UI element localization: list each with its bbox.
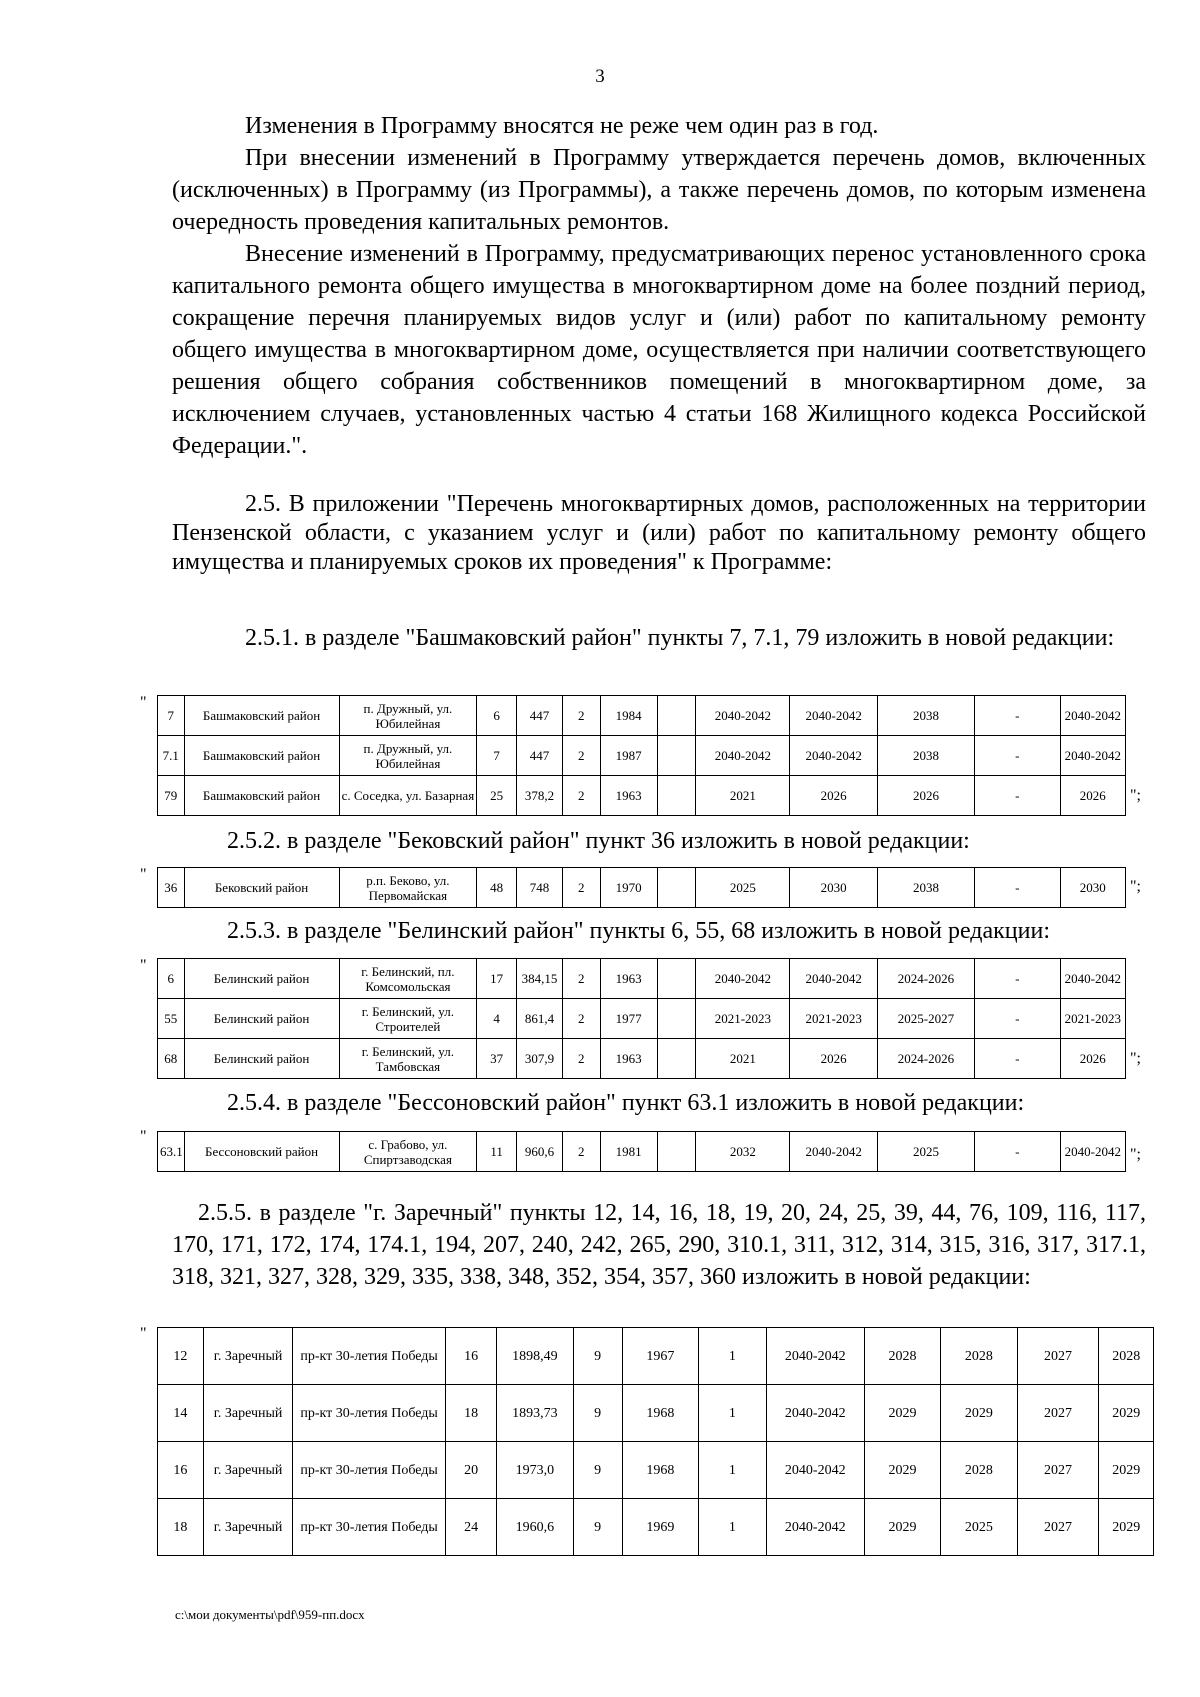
table-cell: 960,6 bbox=[517, 1132, 563, 1172]
table-cell: 2 bbox=[562, 736, 600, 776]
table-cell: 2026 bbox=[1060, 1039, 1125, 1079]
table-cell: 2026 bbox=[1060, 776, 1125, 816]
table-cell: 17 bbox=[477, 959, 517, 999]
table-cell: г. Заречный bbox=[203, 1328, 292, 1385]
table-cell: 1963 bbox=[600, 776, 657, 816]
table-cell: 2027 bbox=[1017, 1328, 1099, 1385]
table-cell: 9 bbox=[573, 1442, 622, 1499]
table-cell: - bbox=[974, 959, 1060, 999]
table-cell: Башмаковский район bbox=[184, 696, 339, 736]
table-cell: 447 bbox=[517, 736, 563, 776]
table-cell: 2040-2042 bbox=[766, 1385, 864, 1442]
table-cell: пр-кт 30-летия Победы bbox=[293, 1442, 446, 1499]
table-cell: 2028 bbox=[941, 1328, 1017, 1385]
table-cell: 2025-2027 bbox=[878, 999, 975, 1039]
table-cell: 9 bbox=[573, 1328, 622, 1385]
opening-quote: " bbox=[140, 1325, 147, 1342]
table-cell: г. Заречный bbox=[203, 1499, 292, 1556]
table-cell: 2021-2023 bbox=[790, 999, 878, 1039]
table-cell bbox=[657, 776, 696, 816]
table-cell: 14 bbox=[158, 1385, 204, 1442]
table-cell: 2032 bbox=[696, 1132, 790, 1172]
table-cell: 1977 bbox=[600, 999, 657, 1039]
table-cell: 20 bbox=[445, 1442, 496, 1499]
table-cell: 2 bbox=[562, 696, 600, 736]
table-cell: 1 bbox=[699, 1385, 767, 1442]
table-cell: 4 bbox=[477, 999, 517, 1039]
table-cell: 37 bbox=[477, 1039, 517, 1079]
table-cell: 2040-2042 bbox=[766, 1328, 864, 1385]
table-cell: 63.1 bbox=[158, 1132, 185, 1172]
opening-quote: " bbox=[140, 866, 147, 883]
table-cell: 1960,6 bbox=[497, 1499, 573, 1556]
table-cell: Башмаковский район bbox=[184, 776, 339, 816]
table-cell: 2025 bbox=[941, 1499, 1017, 1556]
paragraph-changes-frequency: Изменения в Программу вносятся не реже чем один раз в год. bbox=[245, 113, 879, 139]
table-cell: 2025 bbox=[878, 1132, 975, 1172]
closing-quote: "; bbox=[1130, 878, 1141, 895]
table-cell: 16 bbox=[158, 1442, 204, 1499]
table-cell: 2026 bbox=[790, 1039, 878, 1079]
table-cell: 1973,0 bbox=[497, 1442, 573, 1499]
table-cell: Белинский район bbox=[184, 999, 339, 1039]
closing-quote: "; bbox=[1130, 1050, 1141, 1067]
table-cell: 7 bbox=[158, 696, 185, 736]
table-cell: 2021 bbox=[696, 1039, 790, 1079]
table-cell: 2040-2042 bbox=[1060, 1132, 1125, 1172]
table-cell: 48 bbox=[477, 868, 517, 908]
table-cell: - bbox=[974, 696, 1060, 736]
table-cell bbox=[657, 1039, 696, 1079]
table-cell: 2027 bbox=[1017, 1442, 1099, 1499]
table-cell: 36 bbox=[158, 868, 185, 908]
table-cell: 2029 bbox=[864, 1385, 940, 1442]
table-cell: 2021-2023 bbox=[1060, 999, 1125, 1039]
table-cell: 1967 bbox=[622, 1328, 698, 1385]
table-cell bbox=[657, 868, 696, 908]
table-row bbox=[158, 696, 1126, 736]
table-cell: 2029 bbox=[1099, 1499, 1154, 1556]
table-cell: 7 bbox=[477, 736, 517, 776]
table-cell: 748 bbox=[517, 868, 563, 908]
table-cell: 2 bbox=[562, 999, 600, 1039]
table-cell: 2 bbox=[562, 868, 600, 908]
table-cell: 384,15 bbox=[517, 959, 563, 999]
table-cell: 55 bbox=[158, 999, 185, 1039]
table-cell: - bbox=[974, 999, 1060, 1039]
paragraph-2-5-4: 2.5.4. в разделе "Бессоновский район" пункт 63.1 изложить в новой редакции: bbox=[227, 1090, 1025, 1116]
table-cell: - bbox=[974, 776, 1060, 816]
table-cell: 2028 bbox=[941, 1442, 1017, 1499]
table-cell bbox=[657, 959, 696, 999]
table-row bbox=[158, 868, 1126, 908]
table-cell: 2 bbox=[562, 1039, 600, 1079]
table-cell: Бессоновский район bbox=[184, 1132, 339, 1172]
table-cell: 2038 bbox=[878, 736, 975, 776]
table-cell: 2027 bbox=[1017, 1385, 1099, 1442]
paragraph-2-5-5: 2.5.5. в разделе "г. Заречный" пункты 12, 14, 16, 18, 19, 20, 24, 25, 39, 44, 76, 109, 116, 117, 170, 171, 172, 174, 174.1, 194, 207, 240, 242, 265, 290, 310.1, 311, 312, 314, 315, 316, 317, 317.1, 318, 321, 327, 328, 329, 335, 338, 348, 352, 354, 357, 360 изложить в новой редакции: bbox=[172, 1200, 1146, 1290]
table-cell: 2 bbox=[562, 776, 600, 816]
table-cell: с. Соседка, ул. Базарная bbox=[339, 776, 477, 816]
table-cell: 2040-2042 bbox=[1060, 736, 1125, 776]
table-cell: 1968 bbox=[622, 1385, 698, 1442]
table-cell: 2028 bbox=[864, 1328, 940, 1385]
table-zarechny bbox=[157, 1327, 1154, 1556]
table-cell: Белинский район bbox=[184, 959, 339, 999]
table-cell: 2040-2042 bbox=[696, 736, 790, 776]
table-cell: 1893,73 bbox=[497, 1385, 573, 1442]
table-belinsky bbox=[157, 958, 1126, 1079]
table-cell: 2040-2042 bbox=[790, 736, 878, 776]
table-cell: 6 bbox=[477, 696, 517, 736]
table-cell: 2029 bbox=[1099, 1442, 1154, 1499]
table-cell: 307,9 bbox=[517, 1039, 563, 1079]
table-cell: 12 bbox=[158, 1328, 204, 1385]
table-cell bbox=[657, 1132, 696, 1172]
table-cell: 2040-2042 bbox=[790, 959, 878, 999]
table-cell bbox=[657, 999, 696, 1039]
table-cell: 2028 bbox=[1099, 1328, 1154, 1385]
table-cell: 1963 bbox=[600, 959, 657, 999]
table-cell bbox=[657, 736, 696, 776]
paragraph-changes-list: При внесении изменений в Программу утверждается перечень домов, включенных (исключенных) в Программу (из Программы), а также перечень домов, по которым изменена очередность проведения капитальных ремонтов. bbox=[172, 145, 1146, 235]
closing-quote: "; bbox=[1130, 1146, 1141, 1163]
table-cell: п. Дружный, ул. Юбилейная bbox=[339, 696, 477, 736]
table-cell: 9 bbox=[573, 1385, 622, 1442]
table-cell: - bbox=[974, 1132, 1060, 1172]
table-cell: 2021-2023 bbox=[696, 999, 790, 1039]
table-cell: 447 bbox=[517, 696, 563, 736]
table-cell: г. Заречный bbox=[203, 1385, 292, 1442]
table-cell: 6 bbox=[158, 959, 185, 999]
table-cell: 378,2 bbox=[517, 776, 563, 816]
opening-quote: " bbox=[140, 957, 147, 974]
table-cell: 2027 bbox=[1017, 1499, 1099, 1556]
table-cell: 25 bbox=[477, 776, 517, 816]
table-cell: 2 bbox=[562, 959, 600, 999]
page-number: 3 bbox=[595, 66, 605, 87]
closing-quote: "; bbox=[1130, 787, 1141, 804]
table-cell: 2030 bbox=[790, 868, 878, 908]
table-row bbox=[158, 1328, 1154, 1385]
table-cell: 2021 bbox=[696, 776, 790, 816]
table-cell: 2029 bbox=[941, 1385, 1017, 1442]
table-cell: 2025 bbox=[696, 868, 790, 908]
table-cell: 2040-2042 bbox=[790, 696, 878, 736]
table-cell: г. Белинский, пл. Комсомольская bbox=[339, 959, 477, 999]
table-cell: 2040-2042 bbox=[766, 1442, 864, 1499]
table-cell: 7.1 bbox=[158, 736, 185, 776]
table-cell: - bbox=[974, 868, 1060, 908]
table-bashmakovsky bbox=[157, 695, 1126, 816]
opening-quote: " bbox=[140, 1128, 147, 1145]
table-cell: 2040-2042 bbox=[696, 959, 790, 999]
table-cell: 2038 bbox=[878, 696, 975, 736]
table-cell: 1981 bbox=[600, 1132, 657, 1172]
paragraph-2-5: 2.5. В приложении "Перечень многоквартирных домов, расположенных на территории Пензенской области, с указанием услуг и (или) работ по капитальному ремонту общего имущества и планируемых сроков их проведения" к Программе: bbox=[172, 491, 1146, 575]
table-cell: 2024-2026 bbox=[878, 959, 975, 999]
table-cell: пр-кт 30-летия Победы bbox=[293, 1499, 446, 1556]
table-cell: с. Грабово, ул. Спиртзаводская bbox=[339, 1132, 477, 1172]
table-cell: 68 bbox=[158, 1039, 185, 1079]
table-row bbox=[158, 1385, 1154, 1442]
table-cell: 1963 bbox=[600, 1039, 657, 1079]
table-cell: г. Белинский, ул. Строителей bbox=[339, 999, 477, 1039]
paragraph-2-5-3: 2.5.3. в разделе "Белинский район" пункты 6, 55, 68 изложить в новой редакции: bbox=[227, 918, 1051, 944]
table-cell: 18 bbox=[445, 1385, 496, 1442]
table-cell: Белинский район bbox=[184, 1039, 339, 1079]
table-cell: - bbox=[974, 1039, 1060, 1079]
paragraph-2-5-2: 2.5.2. в разделе "Бековский район" пункт 36 изложить в новой редакции: bbox=[227, 828, 970, 854]
paragraph-changes-conditions: Внесение изменений в Программу, предусматривающих перенос установленного срока капитального ремонта общего имущества в многоквартирном доме на более поздний период, сокращение перечня планируемых видов услуг и (или) работ по капитальному ремонту общего имущества в многоквартирном доме, осуществляется при наличии соответствующего решения общего собрания собственников помещений в многоквартирном доме, за исключением случаев, установленных частью 4 статьи 168 Жилищного кодекса Российской Федерации.". bbox=[172, 241, 1146, 459]
table-cell: 2029 bbox=[1099, 1385, 1154, 1442]
table-cell: 1969 bbox=[622, 1499, 698, 1556]
table-cell: 79 bbox=[158, 776, 185, 816]
table-row bbox=[158, 1132, 1126, 1172]
table-row bbox=[158, 736, 1126, 776]
table-row bbox=[158, 1442, 1154, 1499]
table-cell: 1968 bbox=[622, 1442, 698, 1499]
table-cell: 2026 bbox=[878, 776, 975, 816]
table-cell: Бековский район bbox=[184, 868, 339, 908]
table-row bbox=[158, 959, 1126, 999]
table-bessonovsky bbox=[157, 1131, 1126, 1172]
table-cell: 1 bbox=[699, 1328, 767, 1385]
table-cell: 2038 bbox=[878, 868, 975, 908]
table-cell: Башмаковский район bbox=[184, 736, 339, 776]
footer-file-path: c:\мои документы\pdf\959-пп.docx bbox=[175, 1607, 365, 1622]
table-bekovsky bbox=[157, 867, 1126, 908]
table-cell: 2026 bbox=[790, 776, 878, 816]
table-cell: 1970 bbox=[600, 868, 657, 908]
table-cell: 2040-2042 bbox=[790, 1132, 878, 1172]
table-cell: р.п. Беково, ул. Первомайская bbox=[339, 868, 477, 908]
table-cell: 2024-2026 bbox=[878, 1039, 975, 1079]
table-cell: 16 bbox=[445, 1328, 496, 1385]
table-cell: 2 bbox=[562, 1132, 600, 1172]
table-cell: - bbox=[974, 736, 1060, 776]
table-cell: 1 bbox=[699, 1499, 767, 1556]
paragraph-2-5-1: 2.5.1. в разделе "Башмаковский район" пункты 7, 7.1, 79 изложить в новой редакции: bbox=[245, 625, 1115, 651]
table-cell: 1984 bbox=[600, 696, 657, 736]
table-cell: 2029 bbox=[864, 1442, 940, 1499]
table-cell: 18 bbox=[158, 1499, 204, 1556]
table-cell: 2040-2042 bbox=[696, 696, 790, 736]
table-cell: 11 bbox=[477, 1132, 517, 1172]
table-cell: пр-кт 30-летия Победы bbox=[293, 1385, 446, 1442]
table-cell: 1 bbox=[699, 1442, 767, 1499]
table-cell: г. Белинский, ул. Тамбовская bbox=[339, 1039, 477, 1079]
table-row bbox=[158, 1499, 1154, 1556]
table-cell: 1987 bbox=[600, 736, 657, 776]
table-cell: 2040-2042 bbox=[766, 1499, 864, 1556]
table-cell bbox=[657, 696, 696, 736]
table-row bbox=[158, 999, 1126, 1039]
table-cell: 9 bbox=[573, 1499, 622, 1556]
table-cell: 1898,49 bbox=[497, 1328, 573, 1385]
table-cell: 2029 bbox=[864, 1499, 940, 1556]
table-cell: 24 bbox=[445, 1499, 496, 1556]
table-cell: 861,4 bbox=[517, 999, 563, 1039]
table-cell: 2040-2042 bbox=[1060, 696, 1125, 736]
table-cell: пр-кт 30-летия Победы bbox=[293, 1328, 446, 1385]
table-row bbox=[158, 1039, 1126, 1079]
opening-quote: " bbox=[140, 694, 147, 711]
table-cell: г. Заречный bbox=[203, 1442, 292, 1499]
table-row bbox=[158, 776, 1126, 816]
table-cell: 2040-2042 bbox=[1060, 959, 1125, 999]
table-cell: 2030 bbox=[1060, 868, 1125, 908]
table-cell: п. Дружный, ул. Юбилейная bbox=[339, 736, 477, 776]
